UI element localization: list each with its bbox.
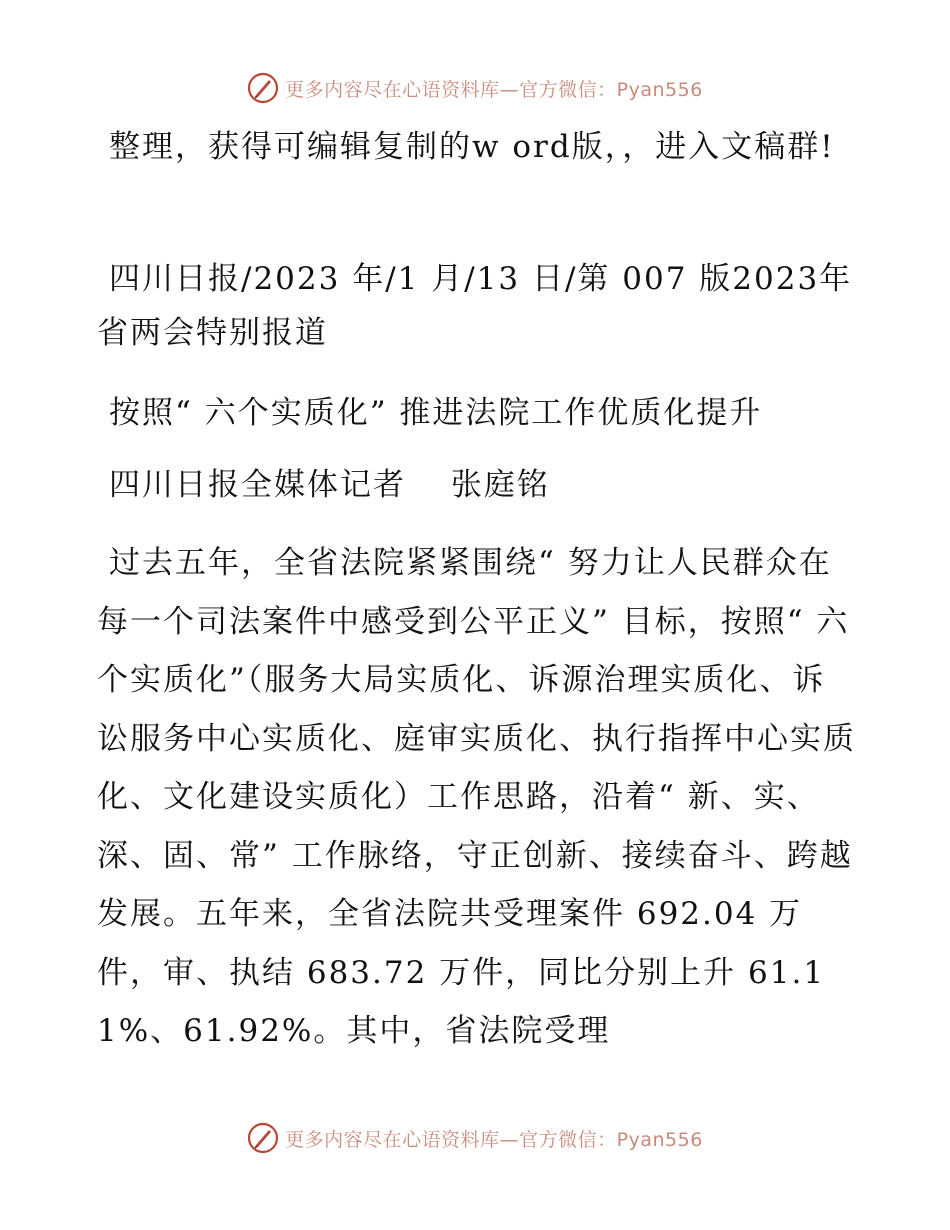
header-watermark bbox=[0, 72, 950, 104]
author-line: 四川日报全媒体记者 张庭铭 bbox=[109, 467, 550, 503]
intro-paragraph: 整理，获得可编辑复制的w ord版，，进入文稿群! bbox=[109, 129, 835, 165]
quill-pen-icon bbox=[247, 72, 279, 104]
source-line: 四川日报/2023 年/1 月/13 日/第 007 版2023年省两会特别报道 bbox=[97, 261, 853, 351]
watermark-text: 更多内容尽在心语资料库—官方微信：Pyan556 bbox=[285, 78, 703, 101]
article-title: 按照“ 六个实质化” 推进法院工作优质化提升 bbox=[109, 395, 763, 431]
footer-watermark bbox=[0, 1122, 950, 1154]
body-paragraph: 过去五年，全省法院紧紧围绕“ 努力让人民群众在每一个司法案件中感受到公平正义” 目标，按照“ 六个实质化”（服务大局实质化、诉源治理实质化、诉讼服务中心实质化、庭审实质化、执行指挥中心实质化、文化建设实质化）工作思路，沿着“ 新、实、深、固、常” 工作脉络，守正创新、接续奋斗、跨越发展。五年来，全省法院共受理案件 692.04 万件，审、执结 683.72 万件，同比分别上升 61.11%、61.92%。其中，省法院受理 bbox=[97, 545, 856, 1049]
watermark-text: 更多内容尽在心语资料库—官方微信：Pyan556 bbox=[285, 1128, 703, 1151]
quill-pen-icon bbox=[247, 1122, 279, 1154]
